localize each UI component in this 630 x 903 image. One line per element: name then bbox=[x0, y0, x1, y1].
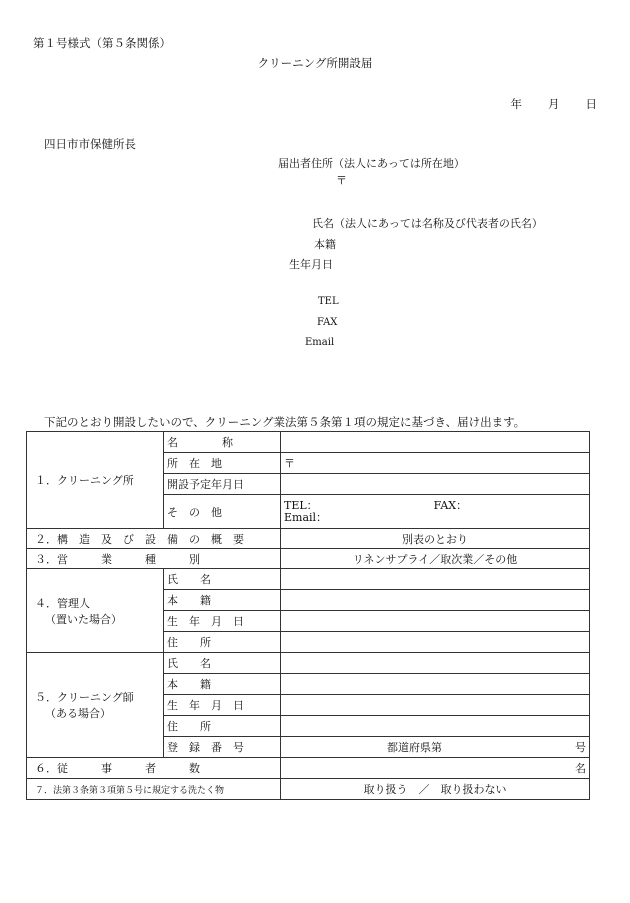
facility-name-label: 名 称 bbox=[164, 432, 281, 453]
manager-honseki-field[interactable] bbox=[281, 590, 590, 611]
applicant-email-label: Email bbox=[305, 337, 335, 348]
cleaner-honseki-field[interactable] bbox=[281, 674, 590, 695]
opening-date-label: 開設予定年月日 bbox=[164, 474, 281, 495]
manager-name-field[interactable] bbox=[281, 569, 590, 590]
facility-location-label: 所 在 地 bbox=[164, 453, 281, 474]
facility-postal-mark: 〒 bbox=[284, 457, 295, 470]
other-label: そ の 他 bbox=[164, 495, 281, 529]
laundry-handling-value[interactable]: 取り扱う ／ 取り扱わない bbox=[281, 779, 590, 800]
date-day: 日 bbox=[585, 97, 597, 111]
table-row bbox=[27, 653, 590, 674]
table-row bbox=[27, 569, 590, 590]
cleaner-label: ５．クリーニング師 bbox=[35, 691, 134, 704]
cleaner-name-label: 氏 名 bbox=[164, 653, 281, 674]
cleaner-registration-field[interactable] bbox=[281, 737, 590, 758]
opening-date-field[interactable] bbox=[281, 474, 590, 495]
business-type-value[interactable]: リネンサプライ／取次業／その他 bbox=[281, 549, 590, 569]
date-line bbox=[485, 96, 598, 112]
date-month: 月 bbox=[548, 97, 560, 111]
applicant-honseki-label: 本籍 bbox=[314, 238, 336, 251]
recipient: 四日市市保健所長 bbox=[44, 137, 136, 151]
table-row bbox=[27, 549, 590, 569]
table-row bbox=[27, 758, 590, 779]
manager-condition: （置いた場合） bbox=[45, 612, 122, 626]
manager-address-field[interactable] bbox=[281, 632, 590, 653]
other-contact-field[interactable] bbox=[281, 495, 590, 529]
section-4-label bbox=[27, 569, 164, 653]
facility-email-label: Email： bbox=[284, 510, 328, 524]
intro-statement: 下記のとおり開設したいので、クリーニング業法第５条第１項の規定に基づき、届け出ます。 bbox=[44, 415, 526, 429]
table-row bbox=[27, 432, 590, 453]
structure-value: 別表のとおり bbox=[281, 529, 590, 549]
applicant-birthdate-label: 生年月日 bbox=[289, 258, 333, 271]
form-number-label: 第１号様式（第５条関係） bbox=[33, 36, 171, 50]
manager-honseki-label: 本 籍 bbox=[164, 590, 281, 611]
section-2-label: ２．構 造 及 び 設 備 の 概 要 bbox=[27, 529, 281, 549]
applicant-tel-label: TEL bbox=[318, 296, 339, 307]
date-year: 年 bbox=[510, 97, 522, 111]
form-title: クリーニング所開設届 bbox=[257, 56, 373, 70]
applicant-name-label: 氏名（法人にあっては名称及び代表者の氏名） bbox=[312, 217, 543, 230]
facility-location-field[interactable] bbox=[281, 453, 590, 474]
facility-fax-label: FAX： bbox=[433, 498, 468, 512]
registration-prefix: 都道府県第 bbox=[387, 741, 442, 754]
facility-name-field[interactable] bbox=[281, 432, 590, 453]
cleaner-birthdate-field[interactable] bbox=[281, 695, 590, 716]
employee-count-suffix: 名 bbox=[575, 762, 586, 775]
cleaner-name-field[interactable] bbox=[281, 653, 590, 674]
cleaner-birthdate-label: 生 年 月 日 bbox=[164, 695, 281, 716]
cleaner-honseki-label: 本 籍 bbox=[164, 674, 281, 695]
section-7-label: ７．法第３条第３項第５号に規定する洗たく物 bbox=[27, 779, 281, 800]
cleaner-address-label: 住 所 bbox=[164, 716, 281, 737]
applicant-address-label: 届出者住所（法人にあっては所在地） bbox=[278, 157, 465, 170]
section-6-label: ６．従 事 者 数 bbox=[27, 758, 281, 779]
manager-label: ４．管理人 bbox=[35, 596, 90, 610]
section-1-label: １．クリーニング所 bbox=[27, 432, 164, 529]
section-3-label: ３．営 業 種 別 bbox=[27, 549, 281, 569]
employee-count-field[interactable] bbox=[281, 758, 590, 779]
table-row bbox=[27, 779, 590, 800]
section-5-label bbox=[27, 653, 164, 758]
manager-birthdate-label: 生 年 月 日 bbox=[164, 611, 281, 632]
cleaner-condition: （ある場合） bbox=[45, 707, 111, 720]
cleaner-registration-label: 登 録 番 号 bbox=[164, 737, 281, 758]
table-row bbox=[27, 529, 590, 549]
registration-suffix: 号 bbox=[575, 741, 586, 754]
postal-mark: 〒 bbox=[336, 174, 347, 187]
application-table bbox=[26, 431, 590, 800]
applicant-fax-label: FAX bbox=[317, 317, 338, 328]
cleaner-address-field[interactable] bbox=[281, 716, 590, 737]
manager-birthdate-field[interactable] bbox=[281, 611, 590, 632]
manager-address-label: 住 所 bbox=[164, 632, 281, 653]
manager-name-label: 氏 名 bbox=[164, 569, 281, 590]
facility-tel-label: TEL： bbox=[284, 498, 318, 512]
